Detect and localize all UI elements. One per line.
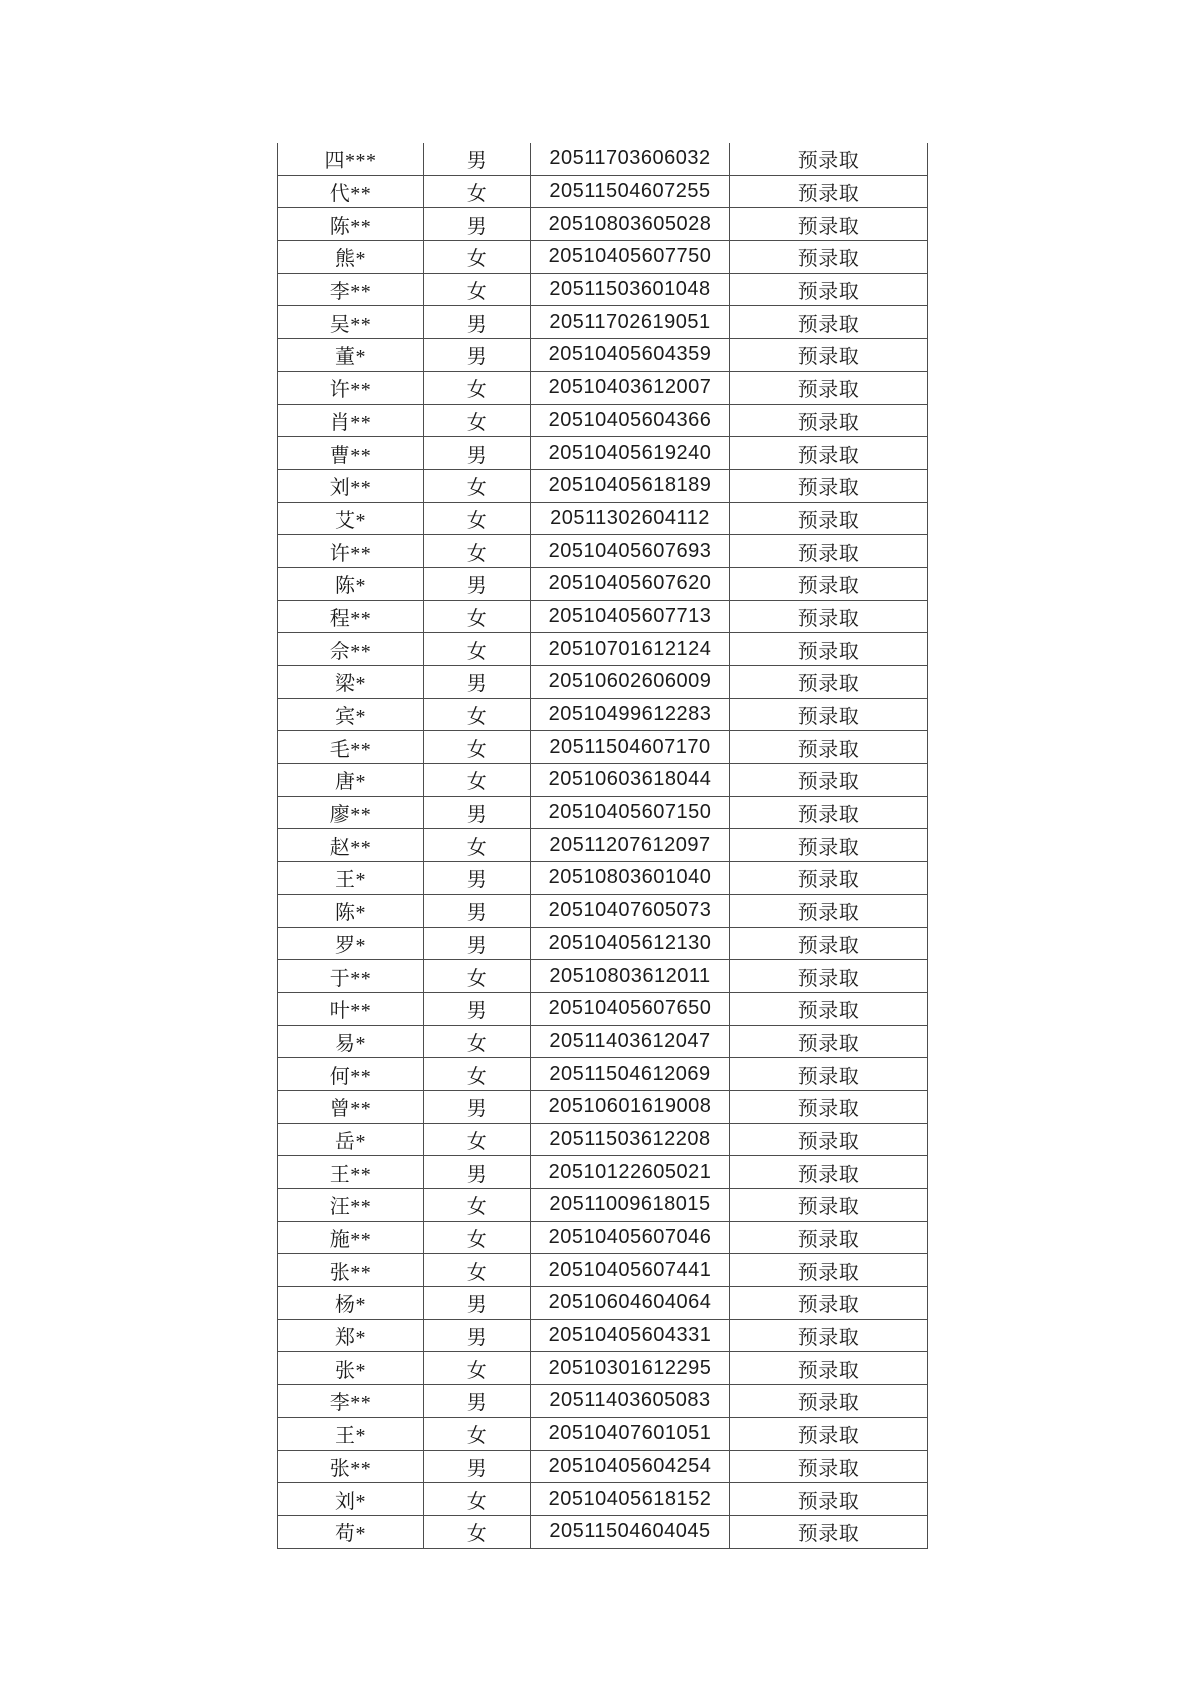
name-cell: 佘** bbox=[278, 633, 424, 666]
gender-cell: 男 bbox=[424, 143, 531, 175]
status-cell: 预录取 bbox=[730, 1385, 928, 1418]
status-cell: 预录取 bbox=[730, 764, 928, 797]
status-cell: 预录取 bbox=[730, 1483, 928, 1516]
table-row bbox=[278, 371, 928, 404]
exam-number-cell: 20511009618015 bbox=[531, 1189, 730, 1222]
exam-number-cell: 20510803612011 bbox=[531, 960, 730, 993]
table-row bbox=[278, 404, 928, 437]
status-cell: 预录取 bbox=[730, 1352, 928, 1385]
exam-number-cell: 20510602606009 bbox=[531, 666, 730, 699]
exam-number-cell: 20510301612295 bbox=[531, 1352, 730, 1385]
exam-number-cell: 20510405607046 bbox=[531, 1221, 730, 1254]
gender-cell: 女 bbox=[424, 502, 531, 535]
status-cell: 预录取 bbox=[730, 1417, 928, 1450]
name-cell: 廖** bbox=[278, 796, 424, 829]
table-row bbox=[278, 273, 928, 306]
table-row bbox=[278, 1189, 928, 1222]
exam-number-cell: 20511504607170 bbox=[531, 731, 730, 764]
name-cell: 四*** bbox=[278, 143, 424, 175]
table-row bbox=[278, 698, 928, 731]
name-cell: 宾* bbox=[278, 698, 424, 731]
exam-number-cell: 20510405607693 bbox=[531, 535, 730, 568]
gender-cell: 男 bbox=[424, 339, 531, 372]
exam-number-cell: 20510405607150 bbox=[531, 796, 730, 829]
name-cell: 叶** bbox=[278, 992, 424, 1025]
status-cell: 预录取 bbox=[730, 894, 928, 927]
gender-cell: 女 bbox=[424, 175, 531, 208]
exam-number-cell: 20510803601040 bbox=[531, 862, 730, 895]
gender-cell: 女 bbox=[424, 241, 531, 274]
table-row bbox=[278, 437, 928, 470]
table-row bbox=[278, 143, 928, 175]
table-row bbox=[278, 1287, 928, 1320]
status-cell: 预录取 bbox=[730, 666, 928, 699]
gender-cell: 男 bbox=[424, 208, 531, 241]
name-cell: 肖** bbox=[278, 404, 424, 437]
status-cell: 预录取 bbox=[730, 1254, 928, 1287]
name-cell: 毛** bbox=[278, 731, 424, 764]
name-cell: 陈* bbox=[278, 567, 424, 600]
status-cell: 预录取 bbox=[730, 567, 928, 600]
exam-number-cell: 20510405619240 bbox=[531, 437, 730, 470]
status-cell: 预录取 bbox=[730, 208, 928, 241]
gender-cell: 男 bbox=[424, 1287, 531, 1320]
status-cell: 预录取 bbox=[730, 992, 928, 1025]
exam-number-cell: 20511403605083 bbox=[531, 1385, 730, 1418]
exam-number-cell: 20511504604045 bbox=[531, 1515, 730, 1548]
table-row bbox=[278, 1319, 928, 1352]
table-row bbox=[278, 339, 928, 372]
gender-cell: 女 bbox=[424, 1123, 531, 1156]
gender-cell: 男 bbox=[424, 1156, 531, 1189]
exam-number-cell: 20510603618044 bbox=[531, 764, 730, 797]
gender-cell: 女 bbox=[424, 1189, 531, 1222]
name-cell: 陈** bbox=[278, 208, 424, 241]
name-cell: 汪** bbox=[278, 1189, 424, 1222]
name-cell: 张** bbox=[278, 1450, 424, 1483]
status-cell: 预录取 bbox=[730, 1090, 928, 1123]
exam-number-cell: 20511503601048 bbox=[531, 273, 730, 306]
table-row bbox=[278, 862, 928, 895]
status-cell: 预录取 bbox=[730, 862, 928, 895]
exam-number-cell: 20510405604359 bbox=[531, 339, 730, 372]
status-cell: 预录取 bbox=[730, 1287, 928, 1320]
status-cell: 预录取 bbox=[730, 535, 928, 568]
name-cell: 许** bbox=[278, 371, 424, 404]
table-row bbox=[278, 1090, 928, 1123]
table-row bbox=[278, 1025, 928, 1058]
exam-number-cell: 20510403612007 bbox=[531, 371, 730, 404]
exam-number-cell: 20510405607713 bbox=[531, 600, 730, 633]
exam-number-cell: 20511703606032 bbox=[531, 143, 730, 175]
status-cell: 预录取 bbox=[730, 371, 928, 404]
gender-cell: 女 bbox=[424, 469, 531, 502]
table-row bbox=[278, 175, 928, 208]
status-cell: 预录取 bbox=[730, 1515, 928, 1548]
name-cell: 许** bbox=[278, 535, 424, 568]
name-cell: 陈* bbox=[278, 894, 424, 927]
exam-number-cell: 20510405618152 bbox=[531, 1483, 730, 1516]
name-cell: 唐* bbox=[278, 764, 424, 797]
table-row bbox=[278, 764, 928, 797]
table-row bbox=[278, 731, 928, 764]
table-row bbox=[278, 1450, 928, 1483]
gender-cell: 男 bbox=[424, 927, 531, 960]
gender-cell: 男 bbox=[424, 992, 531, 1025]
gender-cell: 男 bbox=[424, 1319, 531, 1352]
table-row bbox=[278, 469, 928, 502]
exam-number-cell: 20510405607650 bbox=[531, 992, 730, 1025]
table-row bbox=[278, 666, 928, 699]
name-cell: 郑* bbox=[278, 1319, 424, 1352]
status-cell: 预录取 bbox=[730, 1025, 928, 1058]
status-cell: 预录取 bbox=[730, 633, 928, 666]
gender-cell: 男 bbox=[424, 1450, 531, 1483]
status-cell: 预录取 bbox=[730, 175, 928, 208]
name-cell: 曹** bbox=[278, 437, 424, 470]
table-row bbox=[278, 633, 928, 666]
name-cell: 梁* bbox=[278, 666, 424, 699]
exam-number-cell: 20511702619051 bbox=[531, 306, 730, 339]
status-cell: 预录取 bbox=[730, 1123, 928, 1156]
table-row bbox=[278, 600, 928, 633]
name-cell: 李** bbox=[278, 1385, 424, 1418]
table-row bbox=[278, 567, 928, 600]
gender-cell: 女 bbox=[424, 371, 531, 404]
table-row bbox=[278, 1515, 928, 1548]
gender-cell: 男 bbox=[424, 894, 531, 927]
exam-number-cell: 20510803605028 bbox=[531, 208, 730, 241]
name-cell: 程** bbox=[278, 600, 424, 633]
status-cell: 预录取 bbox=[730, 469, 928, 502]
table-row bbox=[278, 894, 928, 927]
table-row bbox=[278, 1254, 928, 1287]
table-row bbox=[278, 796, 928, 829]
status-cell: 预录取 bbox=[730, 829, 928, 862]
admission-table-body bbox=[278, 143, 928, 1548]
gender-cell: 男 bbox=[424, 1090, 531, 1123]
gender-cell: 女 bbox=[424, 535, 531, 568]
table-row bbox=[278, 535, 928, 568]
exam-number-cell: 20511207612097 bbox=[531, 829, 730, 862]
status-cell: 预录取 bbox=[730, 1450, 928, 1483]
exam-number-cell: 20510601619008 bbox=[531, 1090, 730, 1123]
exam-number-cell: 20511504607255 bbox=[531, 175, 730, 208]
table-row bbox=[278, 1221, 928, 1254]
exam-number-cell: 20510405607620 bbox=[531, 567, 730, 600]
status-cell: 预录取 bbox=[730, 306, 928, 339]
gender-cell: 男 bbox=[424, 567, 531, 600]
name-cell: 岳* bbox=[278, 1123, 424, 1156]
status-cell: 预录取 bbox=[730, 1189, 928, 1222]
exam-number-cell: 20511503612208 bbox=[531, 1123, 730, 1156]
table-row bbox=[278, 1385, 928, 1418]
exam-number-cell: 20510405604366 bbox=[531, 404, 730, 437]
name-cell: 施** bbox=[278, 1221, 424, 1254]
exam-number-cell: 20510405607750 bbox=[531, 241, 730, 274]
status-cell: 预录取 bbox=[730, 600, 928, 633]
exam-number-cell: 20510122605021 bbox=[531, 1156, 730, 1189]
status-cell: 预录取 bbox=[730, 339, 928, 372]
name-cell: 苟* bbox=[278, 1515, 424, 1548]
name-cell: 吴** bbox=[278, 306, 424, 339]
gender-cell: 女 bbox=[424, 731, 531, 764]
name-cell: 张** bbox=[278, 1254, 424, 1287]
gender-cell: 女 bbox=[424, 600, 531, 633]
status-cell: 预录取 bbox=[730, 1156, 928, 1189]
exam-number-cell: 20510405612130 bbox=[531, 927, 730, 960]
exam-number-cell: 20510405604331 bbox=[531, 1319, 730, 1352]
name-cell: 王** bbox=[278, 1156, 424, 1189]
gender-cell: 女 bbox=[424, 829, 531, 862]
name-cell: 董* bbox=[278, 339, 424, 372]
exam-number-cell: 20510701612124 bbox=[531, 633, 730, 666]
name-cell: 代** bbox=[278, 175, 424, 208]
status-cell: 预录取 bbox=[730, 273, 928, 306]
gender-cell: 女 bbox=[424, 764, 531, 797]
status-cell: 预录取 bbox=[730, 1319, 928, 1352]
table-row bbox=[278, 1352, 928, 1385]
status-cell: 预录取 bbox=[730, 698, 928, 731]
table-row bbox=[278, 1156, 928, 1189]
table-row bbox=[278, 1417, 928, 1450]
gender-cell: 女 bbox=[424, 1483, 531, 1516]
gender-cell: 男 bbox=[424, 666, 531, 699]
gender-cell: 男 bbox=[424, 1385, 531, 1418]
status-cell: 预录取 bbox=[730, 404, 928, 437]
status-cell: 预录取 bbox=[730, 927, 928, 960]
gender-cell: 女 bbox=[424, 1352, 531, 1385]
name-cell: 刘* bbox=[278, 1483, 424, 1516]
status-cell: 预录取 bbox=[730, 1058, 928, 1091]
name-cell: 李** bbox=[278, 273, 424, 306]
name-cell: 赵** bbox=[278, 829, 424, 862]
gender-cell: 女 bbox=[424, 960, 531, 993]
name-cell: 艾* bbox=[278, 502, 424, 535]
exam-number-cell: 20510405604254 bbox=[531, 1450, 730, 1483]
gender-cell: 男 bbox=[424, 306, 531, 339]
table-row bbox=[278, 502, 928, 535]
gender-cell: 女 bbox=[424, 273, 531, 306]
gender-cell: 女 bbox=[424, 1058, 531, 1091]
admission-table bbox=[277, 143, 928, 1549]
name-cell: 王* bbox=[278, 1417, 424, 1450]
gender-cell: 女 bbox=[424, 1515, 531, 1548]
name-cell: 罗* bbox=[278, 927, 424, 960]
status-cell: 预录取 bbox=[730, 1221, 928, 1254]
status-cell: 预录取 bbox=[730, 960, 928, 993]
name-cell: 杨* bbox=[278, 1287, 424, 1320]
exam-number-cell: 20511504612069 bbox=[531, 1058, 730, 1091]
status-cell: 预录取 bbox=[730, 241, 928, 274]
status-cell: 预录取 bbox=[730, 731, 928, 764]
table-row bbox=[278, 927, 928, 960]
name-cell: 张* bbox=[278, 1352, 424, 1385]
name-cell: 刘** bbox=[278, 469, 424, 502]
gender-cell: 女 bbox=[424, 698, 531, 731]
name-cell: 曾** bbox=[278, 1090, 424, 1123]
exam-number-cell: 20510604604064 bbox=[531, 1287, 730, 1320]
gender-cell: 女 bbox=[424, 1417, 531, 1450]
table-row bbox=[278, 992, 928, 1025]
exam-number-cell: 20510499612283 bbox=[531, 698, 730, 731]
exam-number-cell: 20510407601051 bbox=[531, 1417, 730, 1450]
gender-cell: 男 bbox=[424, 862, 531, 895]
table-row bbox=[278, 1058, 928, 1091]
gender-cell: 男 bbox=[424, 796, 531, 829]
status-cell: 预录取 bbox=[730, 143, 928, 175]
exam-number-cell: 20510405618189 bbox=[531, 469, 730, 502]
name-cell: 于** bbox=[278, 960, 424, 993]
name-cell: 何** bbox=[278, 1058, 424, 1091]
gender-cell: 女 bbox=[424, 404, 531, 437]
gender-cell: 女 bbox=[424, 1254, 531, 1287]
exam-number-cell: 20510405607441 bbox=[531, 1254, 730, 1287]
table-row bbox=[278, 1123, 928, 1156]
table-row bbox=[278, 241, 928, 274]
table-row bbox=[278, 960, 928, 993]
exam-number-cell: 20511403612047 bbox=[531, 1025, 730, 1058]
gender-cell: 男 bbox=[424, 437, 531, 470]
exam-number-cell: 20510407605073 bbox=[531, 894, 730, 927]
table-row bbox=[278, 1483, 928, 1516]
table-row bbox=[278, 829, 928, 862]
name-cell: 王* bbox=[278, 862, 424, 895]
exam-number-cell: 20511302604112 bbox=[531, 502, 730, 535]
status-cell: 预录取 bbox=[730, 502, 928, 535]
gender-cell: 女 bbox=[424, 633, 531, 666]
gender-cell: 女 bbox=[424, 1221, 531, 1254]
gender-cell: 女 bbox=[424, 1025, 531, 1058]
table-row bbox=[278, 208, 928, 241]
status-cell: 预录取 bbox=[730, 437, 928, 470]
name-cell: 熊* bbox=[278, 241, 424, 274]
name-cell: 易* bbox=[278, 1025, 424, 1058]
status-cell: 预录取 bbox=[730, 796, 928, 829]
table-row bbox=[278, 306, 928, 339]
